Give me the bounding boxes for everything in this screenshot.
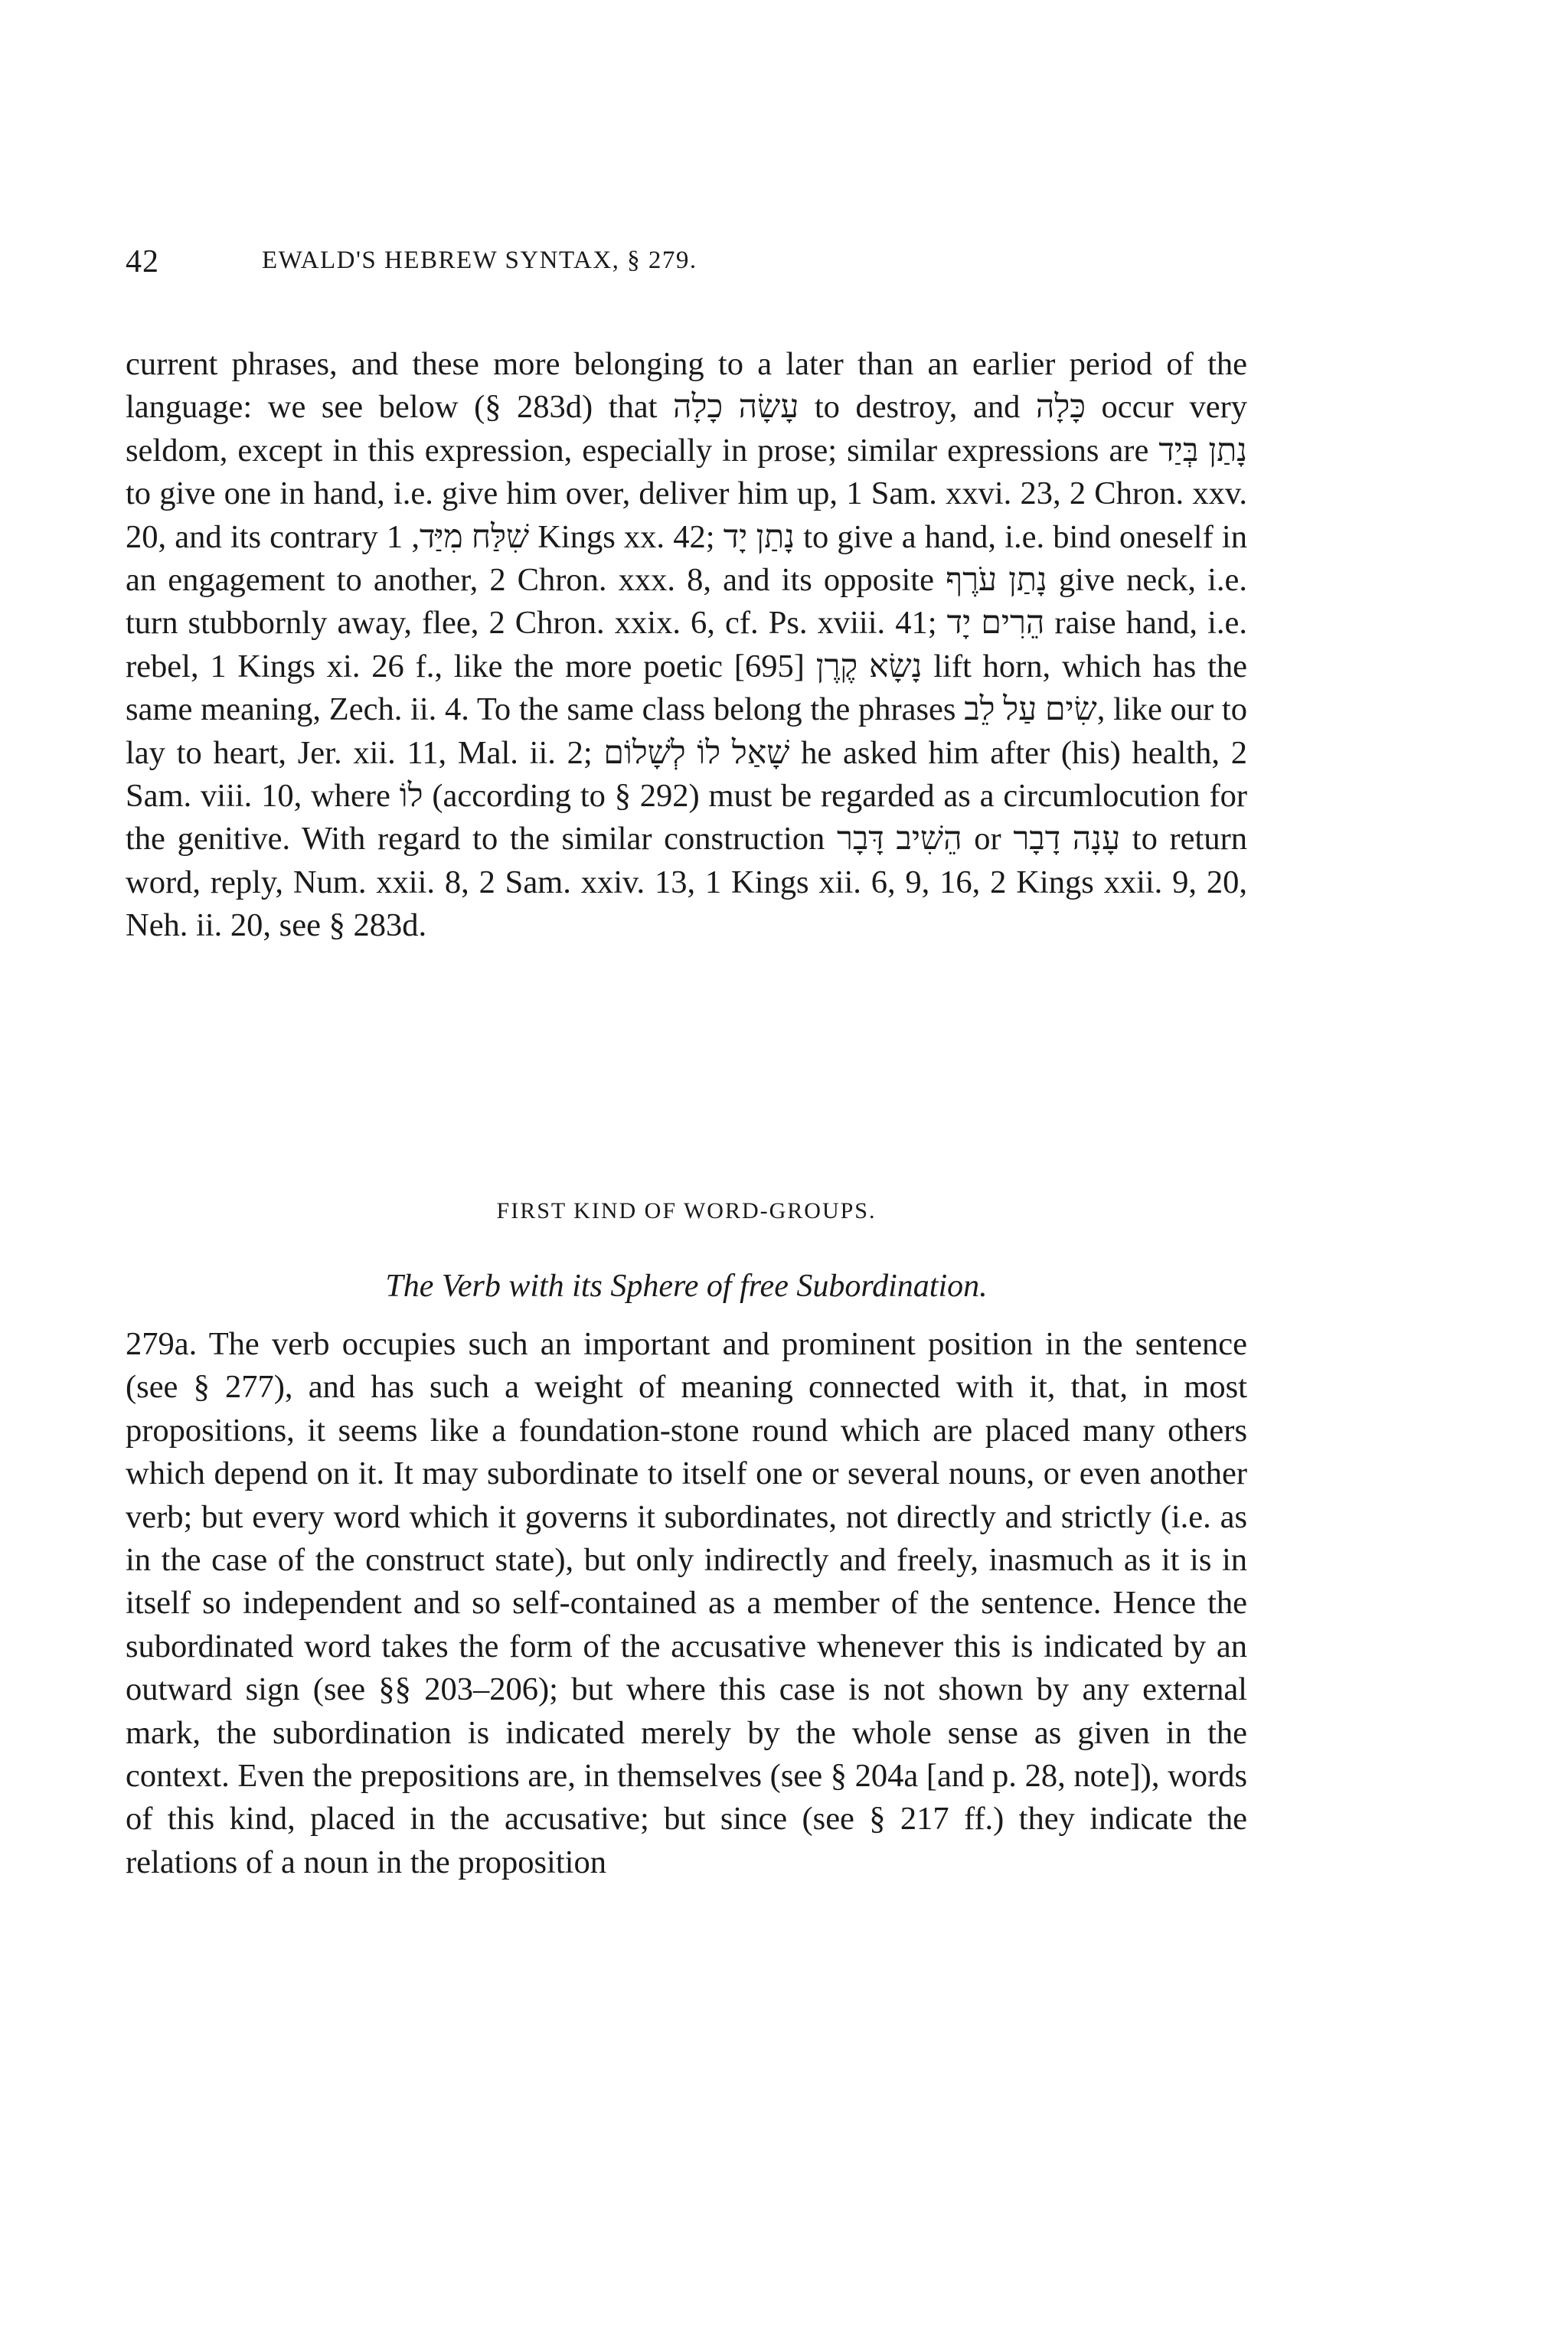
page-number: 42 xyxy=(126,244,159,279)
page-header xyxy=(126,243,1247,289)
section-heading: FIRST KIND OF WORD-GROUPS. xyxy=(496,1198,877,1223)
section-paragraph: 279a. The verb occupies such an important and prominent position in the sentence (see § 277), and has such a weight of meaning connected with it, that, in most propositions, it seems like a foundation-stone round which are placed many others which depend on it. It may subordinate to itself one or several nouns, or even another verb; but every word which it governs it subordinates, not directly and strictly (i.e. as in the case of the construct state), but only indirectly and freely, inasmuch as it is in itself so independent and so self-contained as a member of the sentence. Hence the subordinated word takes the form of the accusative whenever this is indicated by an outward sign (see §§ 203–206); but where this case is not shown by any external mark, the subordination is indicated merely by the whole sense as given in the context. Even the prepositions are, in themselves (see § 204a [and p. 28, note]), words of this kind, placed in the accusative; but since (see § 217 ff.) they indicate the relations of a noun in the proposition xyxy=(126,1326,1247,1880)
continued-paragraph: current phrases, and these more belonging to a later than an earlier period of the language: we see below (§ 283d) that עָשָׂה כָלָה to destroy, and כָּלָה occur very seldom, except in this expression, especially in prose; similar expressions are נָתַן בְּיַד to give one in hand, i.e. give him over, deliver him up, 1 Sam. xxvi. 23, 2 Chron. xxv. 20, and its contrary שִׁלַּח מִיַּד, 1 Kings xx. 42; נָתַן יָד to give a hand, i.e. bind oneself in an engagement to another, 2 Chron. xxx. 8, and its opposite נָתַן עֹרֶף give neck, i.e. turn stubbornly away, flee, 2 Chron. xxix. 6, cf. Ps. xviii. 41; הֵרִים יָד raise hand, i.e. rebel, 1 Kings xi. 26 f., like the more poetic [695] נָשָׂא קֶרֶן lift horn, which has the same meaning, Zech. ii. 4. To the same class belong the phrases שִׂים עַל לֵב, like our to lay to heart, Jer. xii. 11, Mal. ii. 2; שָׁאַל לוֹ לְשָׁלוֹם he asked him after (his) health, 2 Sam. viii. 10, where לוֹ (according to § 292) must be regarded as a circumlocution for the genitive. With regard to the similar construction הֵשִׁיב דָּבָר or עָנָה דָבָר to return word, reply, Num. xxii. 8, 2 Sam. xxiv. 13, 1 Kings xii. 6, 9, 16, 2 Kings xxii. 9, 20, Neh. ii. 20, see § 283d. xyxy=(126,346,1248,944)
section-text-block xyxy=(126,1323,1247,1884)
top-text-block xyxy=(126,343,1247,948)
running-head: EWALD'S HEBREW SYNTAX, § 279. xyxy=(262,247,697,274)
section-subtitle: The Verb with its Sphere of free Subordination. xyxy=(385,1269,988,1304)
